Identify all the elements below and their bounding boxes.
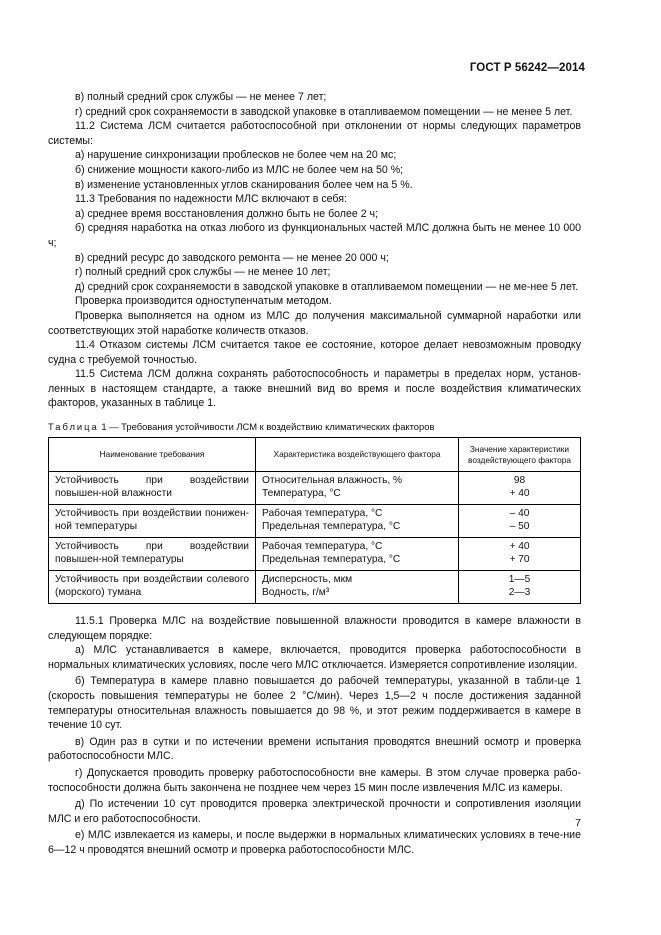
factor-cell: [256, 571, 459, 604]
requirement-cell: Устойчивость при воздействии понижен-ной температуры: [49, 505, 256, 538]
factor-line: Рабочая температура, °С: [262, 508, 383, 520]
paragraph: г) Допускается проводить проверку работоспособности вне камеры. В этом случае проверка рабо-тоспособности должна быть закончена не позднее чем через 15 мин после извлечения МЛС из камеры.: [48, 767, 581, 794]
factor-line: Температура, °С: [262, 487, 341, 499]
paragraph: г) полный средний срок службы — не менее 10 лет;: [75, 266, 331, 279]
table-header-cell: Характеристика воздействующего фактора: [256, 438, 459, 472]
value-cell: [459, 472, 581, 505]
factor-cell: [256, 472, 459, 505]
factor-line: Рабочая температура, °С: [262, 541, 383, 553]
factor-line: Относительная влажность, %: [262, 475, 403, 487]
value-line: 98: [513, 475, 526, 487]
factor-cell: [256, 538, 459, 571]
paragraph: б) Температура в камере плавно повышается до рабочей температуры, указанной в табли-це 1 (скорость повышения температуры не более 2 °С/мин). Через 1,5—2 ч после достижения заданной температуры относительная влажность повышается до 98 %, и этот режим поддерживается в камере в течение 10 сут.: [48, 675, 581, 732]
paragraph: 11.5.1 Проверка МЛС на воздействие повышенной влажности проводится в камере влажности в следующем порядке:: [48, 615, 581, 642]
table-row: [49, 571, 581, 604]
table-header-cell: Наименование требования: [49, 438, 256, 472]
value-line: 2—3: [508, 586, 531, 598]
paragraph: г) средний срок сохраняемости в заводской упаковке в отапливаемом помещении — не менее 5 лет.: [75, 105, 573, 118]
document-standard-id: ГОСТ Р 56242—2014: [469, 62, 585, 74]
paragraph: Проверка производится одноступенчатым методом.: [75, 295, 332, 308]
paragraph: е) МЛС извлекается из камеры, и после выдержки в нормальных климатических условиях в тече-ние 6—12 ч проводятся внешний осмотр и проверка работоспособности МЛС.: [48, 829, 581, 856]
paragraph: Проверка выполняется на одном из МЛС до получения максимальной суммарной наработки или соответствующих этой наработке количеств отказов.: [48, 309, 581, 337]
table-row: [49, 472, 581, 505]
paragraph: 11.4 Отказом системы ЛСМ считается такое ее состояние, которое делает невозможным проводку судна с требуемой точностью.: [48, 339, 581, 366]
paragraph: в) изменение установленных углов сканирования более чем на 5 %.: [75, 178, 413, 191]
table-caption: [48, 421, 581, 432]
factor-line: Водность, г/м³: [262, 586, 330, 598]
paragraph: 11.5 Система ЛСМ должна сохранять работоспособность и параметры в пределах норм, установ-ленных в настоящем стандарте, а также внешний вид во время и после воздействия климатических факторов, указанных в таблице 1.: [48, 368, 581, 410]
value-cell: [459, 505, 581, 538]
requirement-cell: Устойчивость при воздействии солевого (морского) тумана: [49, 571, 256, 604]
paragraph: 11.3 Требования по надежности МЛС включают в себя:: [75, 193, 347, 206]
table-caption-text: 1 — Требования устойчивости ЛСМ к воздействию климатических факторов: [101, 421, 435, 433]
paragraph: а) нарушение синхронизации проблесков не более чем на 20 мс;: [75, 149, 397, 162]
page-body: [48, 90, 581, 858]
table-header-row: [49, 438, 581, 472]
table-caption-label: Таблица: [48, 421, 99, 433]
paragraph: а) среднее время восстановления должно быть не более 2 ч;: [75, 207, 379, 220]
climate-requirements-table: [48, 437, 581, 604]
value-line: – 40: [509, 508, 530, 520]
value-line: + 70: [509, 553, 530, 565]
table-row: [49, 505, 581, 538]
value-line: – 50: [509, 520, 530, 532]
table-row: [49, 538, 581, 571]
factor-line: Предельная температура, °С: [262, 553, 401, 565]
paragraph: б) средняя наработка на отказ любого из функциональных частей МЛС должна быть не менее 10 000 ч;: [48, 222, 581, 249]
paragraph: 11.2 Система ЛСМ считается работоспособной при отклонении от нормы следующих параметров системы:: [48, 120, 581, 147]
value-cell: [459, 538, 581, 571]
value-line: + 40: [509, 541, 530, 553]
paragraph: д) средний срок сохраняемости в заводской упаковке в отапливаемом помещении — не ме-нее 5 лет.: [75, 280, 579, 293]
value-line: + 40: [509, 487, 530, 499]
factor-line: Предельная температура, °С: [262, 520, 401, 532]
value-line: 1—5: [508, 574, 531, 586]
value-cell: [459, 571, 581, 604]
factor-line: Дисперсность, мкм: [262, 574, 353, 586]
paragraph: д) По истечении 10 сут проводится проверка электрической прочности и сопротивления изоляции МЛС и его работоспособности.: [48, 798, 581, 825]
table-header-cell: Значение характеристики воздействующего фактора: [459, 438, 581, 472]
requirement-cell: Устойчивость при воздействии повышен-ной температуры: [49, 538, 256, 571]
paragraph: в) средний ресурс до заводского ремонта — не менее 20 000 ч;: [75, 251, 389, 264]
page-number: 7: [575, 817, 581, 829]
paragraph: в) полный средний срок службы — не менее 7 лет;: [75, 91, 327, 103]
paragraph: а) МЛС устанавливается в камере, включается, проводится проверка работоспособности в нормальных климатических условиях, после чего МЛС отключается. Измеряется сопротивление изоляции.: [48, 644, 581, 671]
factor-cell: [256, 505, 459, 538]
paragraph: б) снижение мощности какого-либо из МЛС не более чем на 50 %;: [75, 163, 404, 176]
paragraph: в) Один раз в сутки и по истечении времени испытания проводятся внешний осмотр и проверка работоспособности МЛС.: [48, 735, 581, 763]
requirement-cell: Устойчивость при воздействии повышен-ной влажности: [49, 472, 256, 505]
